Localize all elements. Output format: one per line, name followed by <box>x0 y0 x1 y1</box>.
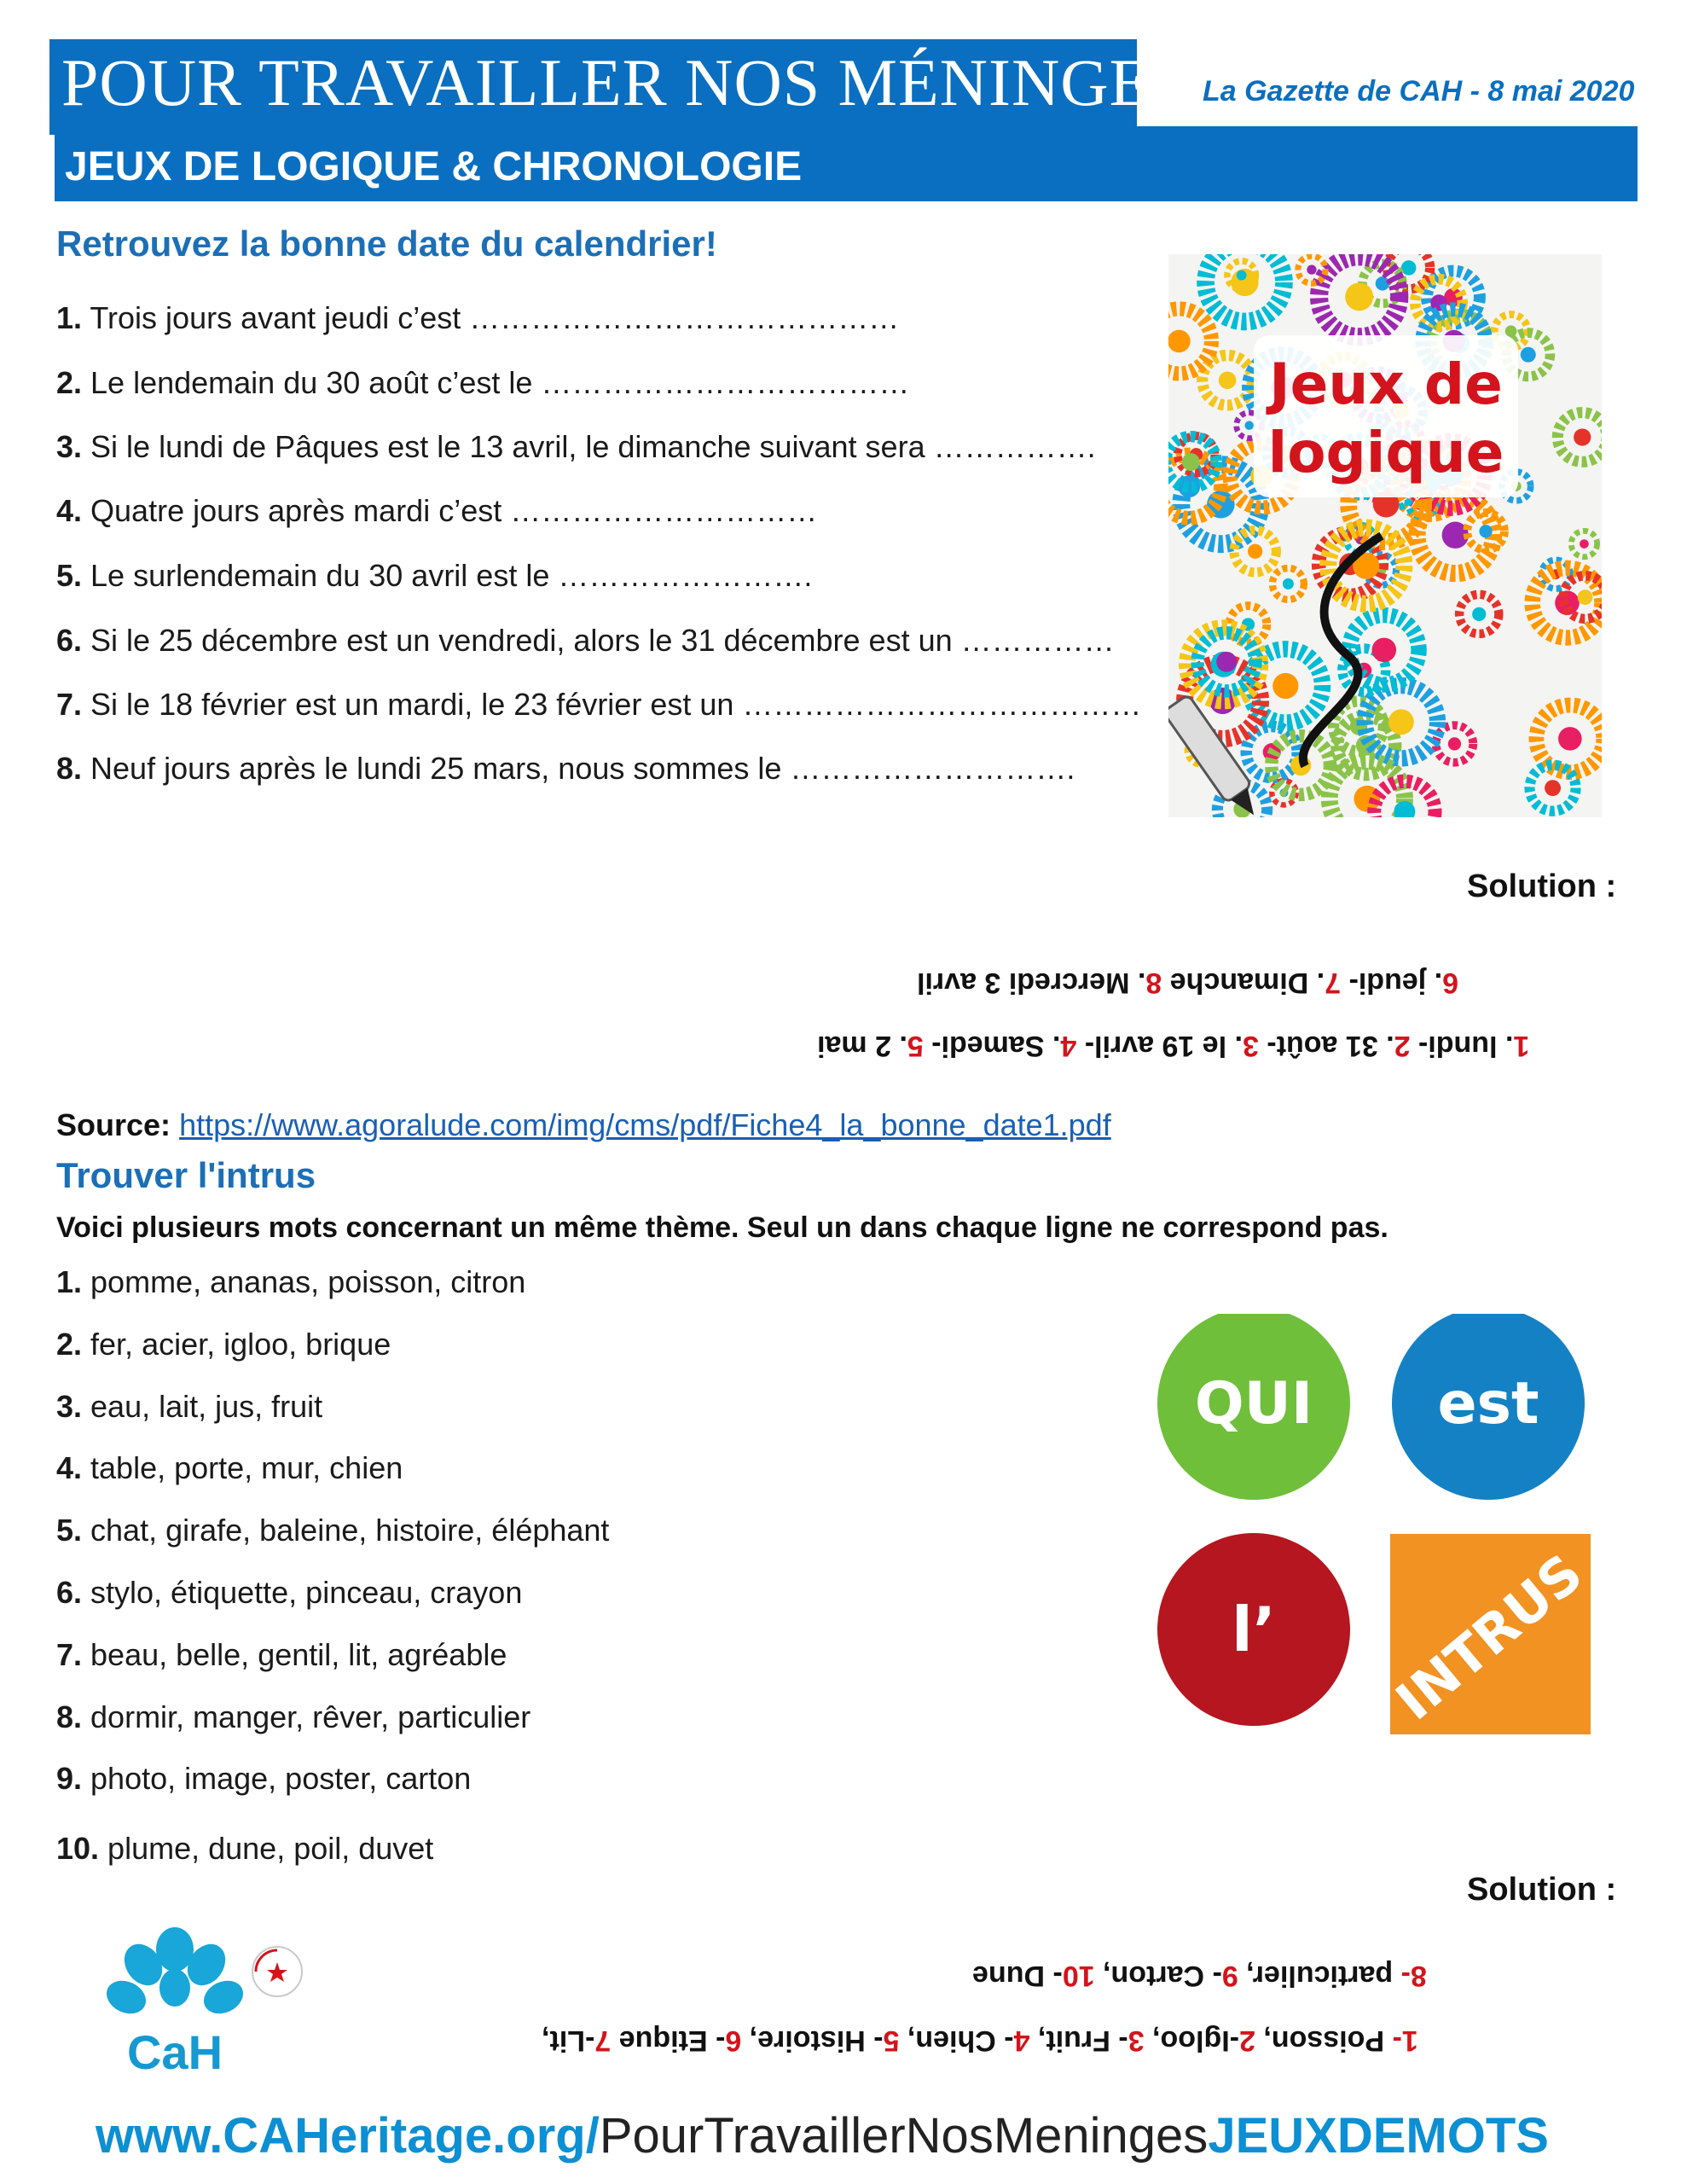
source-label: Source: <box>56 1107 171 1142</box>
intrus-intro: Voici plusieurs mots concernant un même thème. Seul un dans chaque ligne ne correspond pas. <box>56 1211 1388 1244</box>
solution-segment: . lundi- <box>1410 1030 1514 1062</box>
intrus-item: 5. chat, girafe, baleine, histoire, éléphant <box>56 1513 610 1548</box>
solution-segment: 6 <box>1442 967 1458 999</box>
gear-hub <box>1574 428 1591 445</box>
solution-segment: - Histoire, <box>741 2024 884 2057</box>
intrus-item: 3. eau, lait, jus, fruit <box>56 1389 323 1424</box>
gear-hub <box>1545 780 1561 796</box>
intrus-item: 6. stylo, étiquette, pinceau, crayon <box>56 1575 523 1610</box>
calendar-question: 5. Le surlendemain du 30 avril est le ……………………. <box>56 558 813 593</box>
intrus-item: 2. fer, acier, igloo, brique <box>56 1327 391 1362</box>
solution-segment: 8 <box>1145 967 1162 999</box>
solution-segment: . Dimanche <box>1162 967 1325 999</box>
solution-segment: 2 <box>1239 2024 1255 2057</box>
award-badge-icon <box>251 1945 304 1998</box>
svg-text:INTRUS: INTRUS <box>1383 1542 1595 1733</box>
intrus-item: 1. pomme, ananas, poisson, citron <box>56 1264 526 1299</box>
gear-hub <box>1244 421 1254 430</box>
solution-segment: 8- <box>1400 1960 1427 1992</box>
solution-segment: 7 <box>1325 967 1342 999</box>
intrus-item: 8. dormir, manger, rêver, particulier <box>56 1699 531 1734</box>
solution-segment: 9 <box>1221 1960 1238 1992</box>
svg-text:QUI: QUI <box>1194 1370 1313 1438</box>
solution-segment: 1- <box>1392 2024 1418 2057</box>
qui-est-lintrus-image <box>1156 1314 1603 1740</box>
gear-hub <box>1168 330 1191 353</box>
intrus-item: 4. table, porte, mur, chien <box>56 1450 403 1485</box>
gear-hub <box>1345 282 1373 311</box>
source-line <box>56 1107 1111 1143</box>
gazette-date: La Gazette de CAH - 8 mai 2020 <box>1203 75 1635 107</box>
solution-segment: . jeudi- <box>1341 967 1443 999</box>
jeux-de-logique-image <box>1168 254 1602 817</box>
solution-segment: - Fruit, <box>1029 2024 1128 2057</box>
image-label-line2: logique <box>1267 420 1504 485</box>
footer-url[interactable]: www.CAHeritage.org/PourTravaillerNosMeningesJEUXDEMOTS <box>96 2108 1549 2164</box>
solution-segment: 6 <box>725 2024 742 2057</box>
gears-illustration <box>1168 254 1602 817</box>
calendar-solution-label: Solution : <box>1467 868 1617 904</box>
solution-segment: 3 <box>1242 1030 1259 1062</box>
gear-hub <box>1283 578 1294 590</box>
calendar-question: 7. Si le 18 février est un mardi, le 23 février est un ………………………………… <box>56 687 1142 722</box>
solution-segment: . le 19 avril- <box>1076 1030 1243 1062</box>
gear-hub <box>1219 371 1237 389</box>
intrus-solution-line1 <box>542 2024 1418 2057</box>
solution-segment: -Lit, <box>542 2024 595 2057</box>
solution-segment: . 2 mai <box>817 1030 907 1062</box>
calendar-solution-line1 <box>817 1029 1529 1062</box>
gear-hub <box>1272 673 1298 699</box>
calendar-question: 2. Le lendemain du 30 août c’est le ……………………………… <box>56 365 910 400</box>
solution-segment: 10 <box>1062 1960 1095 1992</box>
intrus-solution-label: Solution : <box>1467 1872 1617 1908</box>
solution-segment: 4 <box>1013 2024 1030 2057</box>
calendar-solution-line2 <box>917 966 1458 999</box>
calendar-section-title: Retrouvez la bonne date du calendrier! <box>56 224 717 264</box>
svg-text:CaH: CaH <box>126 2025 223 2077</box>
solution-segment: - Chien, <box>899 2024 1014 2057</box>
intrus-solution-line2 <box>972 1959 1427 1992</box>
page-subtitle: JEUX DE LOGIQUE & CHRONOLOGIE <box>65 144 803 189</box>
award-badge <box>251 1945 304 1998</box>
solution-segment: . 31 août- <box>1258 1030 1394 1062</box>
gear-hub <box>1448 737 1461 750</box>
solution-segment: Poisson, <box>1255 2024 1393 2057</box>
image-label-line1: Jeux de <box>1269 351 1503 417</box>
gear-hub <box>1472 607 1486 621</box>
source-link[interactable]: https://www.agoralude.com/img/cms/pdf/Fiche4_la_bonne_date1.pdf <box>179 1107 1111 1142</box>
solution-segment: - Etique <box>611 2024 726 2057</box>
cah-logo <box>102 1924 247 2077</box>
gear-hub <box>1580 539 1589 549</box>
page-title: POUR TRAVAILLER NOS MÉNINGES <box>61 45 1189 119</box>
solution-segment: -Igloo, <box>1144 2024 1240 2057</box>
intrus-section-title: Trouver l'intrus <box>56 1155 316 1195</box>
gear-hub <box>1388 709 1414 735</box>
solution-segment: 2 <box>1394 1030 1411 1062</box>
gear-hub <box>1578 590 1593 605</box>
solution-segment: particulier, <box>1238 1960 1401 1992</box>
solution-segment: . Mercredi 3 avril <box>917 967 1146 999</box>
solution-segment: 3 <box>1128 2024 1145 2057</box>
gear-hub <box>1248 544 1262 559</box>
intrus-item: 10. plume, dune, poil, duvet <box>56 1831 434 1866</box>
gear-hub <box>1182 453 1200 471</box>
svg-text:l’: l’ <box>1231 1594 1277 1665</box>
calendar-question: 8. Neuf jours après le lundi 25 mars, nous sommes le ………………………. <box>56 751 1075 786</box>
gear-hub <box>1558 727 1582 751</box>
gear-hub <box>1216 652 1237 672</box>
gear-hub <box>1479 525 1492 537</box>
intrus-item: 9. photo, image, poster, carton <box>56 1761 472 1796</box>
solution-segment: 7 <box>594 2024 612 2057</box>
solution-segment: 5 <box>883 2024 900 2057</box>
solution-segment: - Carton, <box>1094 1960 1222 1992</box>
solution-segment: 5 <box>907 1030 924 1062</box>
intrus-item: 7. beau, belle, gentil, lit, agréable <box>56 1637 507 1672</box>
gear-hub <box>1178 475 1200 497</box>
cah-logo-icon <box>102 1924 247 2077</box>
solution-segment: - Dune <box>972 1960 1063 1992</box>
intrus-illustration <box>1156 1314 1603 1740</box>
svg-text:est: est <box>1437 1370 1539 1438</box>
solution-segment: 4 <box>1060 1030 1077 1062</box>
gear-hub <box>1372 638 1397 663</box>
solution-segment: 1 <box>1513 1030 1530 1062</box>
calendar-question: 4. Quatre jours après mardi c’est ………………………… <box>56 493 818 528</box>
calendar-question: 3. Si le lundi de Pâques est le 13 avril, le dimanche suivant sera ……………. <box>56 429 1096 464</box>
gear-hub <box>1237 270 1247 281</box>
gear-hub <box>1307 265 1316 275</box>
calendar-question: 1. Trois jours avant jeudi c’est …………………………………… <box>56 300 900 335</box>
solution-segment: . Samedi- <box>923 1030 1061 1062</box>
calendar-question: 6. Si le 25 décembre est un vendredi, alors le 31 décembre est un …………… <box>56 623 1115 658</box>
gear-hub <box>1521 347 1536 363</box>
